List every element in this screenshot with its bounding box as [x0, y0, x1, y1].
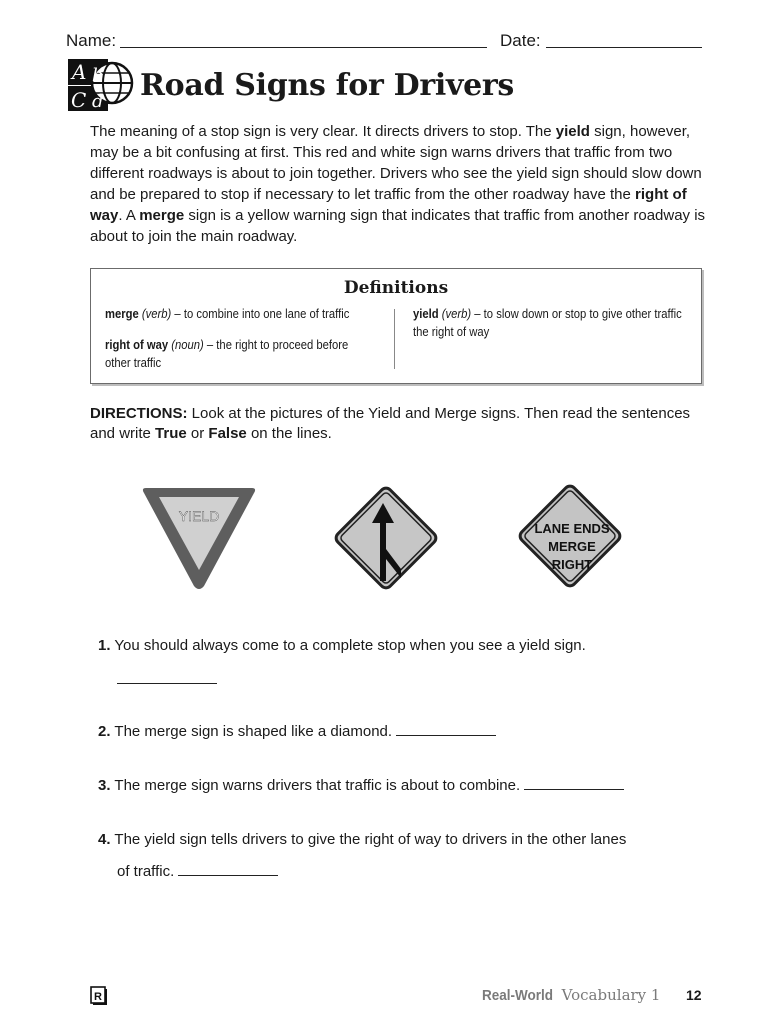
term-merge: merge — [105, 307, 139, 321]
directions-false: False — [208, 425, 247, 442]
pos-merge: (verb) — [141, 307, 172, 321]
term-right-of-way: right of way — [105, 338, 169, 352]
yield-sign-text: YIELD — [178, 508, 220, 524]
lane-sign-line-1: LANE ENDS — [534, 521, 610, 536]
question-1-number: 1. — [98, 637, 111, 654]
question-2-text: The merge sign is shaped like a diamond. — [110, 723, 397, 740]
definitions-title: Definitions — [343, 278, 449, 298]
directions — [90, 404, 710, 444]
answer-2-line[interactable] — [396, 721, 496, 736]
name-input-line[interactable] — [120, 47, 487, 48]
def-text-yield: – to slow down or stop to give other traffic the right of way — [413, 307, 682, 339]
merge-sign-image — [327, 479, 445, 597]
question-3-number: 3. — [98, 777, 111, 794]
question-4-text-cont: of traffic. — [117, 863, 179, 880]
yield-sign-image — [140, 484, 258, 592]
question-4-text: The yield sign tells drivers to give the right of way to drivers in the other lanes — [110, 831, 627, 848]
definition-merge — [105, 305, 393, 323]
definition-right-of-way — [105, 336, 362, 372]
directions-text-1: Look at the pictures of the Yield and Merge signs. Then read the sentences and write — [90, 405, 691, 442]
term-yield: yield — [413, 307, 439, 321]
pos-right-of-way: (noun) — [171, 338, 204, 352]
question-4-number: 4. — [98, 831, 111, 848]
publisher-logo-icon — [90, 986, 108, 1006]
intro-bold-right-of-way: right of way — [90, 186, 687, 224]
definitions-box — [90, 268, 702, 384]
intro-text-1: The meaning of a stop sign is very clear. It directs drivers to stop. The — [90, 123, 556, 140]
page-number: 12 — [686, 987, 702, 1003]
answer-4-line[interactable] — [178, 861, 278, 876]
answer-3-line[interactable] — [524, 775, 624, 790]
lane-sign-line-3: RIGHT — [551, 557, 593, 572]
question-3 — [98, 775, 718, 796]
question-1 — [98, 636, 718, 656]
page-title: Road Signs for Drivers — [140, 68, 514, 103]
def-text-merge: – to combine into one lane of traffic — [171, 307, 350, 321]
intro-text-2: sign, however, may be a bit confusing at first. This red and white sign warns drivers that traffic from two different roadways is about to join together. Drivers who see the yield sign should slow down and be prepared to stop if necessary to let traffic from the other roadway have the — [90, 123, 702, 203]
question-1-text: You should always come to a complete stop when you see a yield sign. — [110, 637, 586, 654]
icon-letter-d: d — [92, 91, 104, 112]
name-label: Name: — [66, 31, 117, 50]
def-text-right-of-way: – the right to proceed before other traffic — [105, 338, 349, 370]
directions-or: or — [186, 425, 209, 442]
question-2 — [98, 721, 718, 742]
icon-letter-a: A — [72, 60, 87, 84]
intro-bold-yield: yield — [555, 123, 590, 140]
footer-brand-bold: Real-World — [481, 987, 553, 1004]
definition-yield — [413, 305, 699, 341]
icon-letter-c: C — [71, 88, 87, 112]
definitions-divider — [394, 309, 395, 369]
directions-label: DIRECTIONS: — [90, 405, 188, 422]
answer-1-line[interactable] — [117, 669, 217, 684]
publisher-logo-letter: R — [94, 991, 102, 1003]
date-label: Date: — [500, 31, 541, 50]
abcd-globe-icon — [66, 57, 134, 113]
intro-text-4: sign is a yellow warning sign that indicates that traffic from another roadway is about to join the main roadway. — [90, 207, 706, 245]
directions-true: True — [155, 425, 187, 442]
lane-sign-line-2: MERGE — [548, 539, 596, 554]
pos-yield: (verb) — [441, 307, 472, 321]
question-2-number: 2. — [98, 723, 111, 740]
icon-letter-b: b — [92, 65, 104, 86]
intro-paragraph — [90, 121, 720, 247]
date-input-line[interactable] — [546, 47, 702, 48]
lane-ends-sign-image — [511, 477, 629, 595]
intro-text-3: . A — [118, 207, 140, 224]
footer-brand — [478, 986, 660, 1004]
intro-bold-merge: merge — [139, 207, 185, 224]
directions-text-2: on the lines. — [246, 425, 332, 442]
footer-brand-serif: Vocabulary 1 — [556, 986, 661, 1004]
question-3-text: The merge sign warns drivers that traffic is about to combine. — [110, 777, 525, 794]
question-4-continued — [117, 861, 517, 882]
question-4 — [98, 830, 718, 850]
